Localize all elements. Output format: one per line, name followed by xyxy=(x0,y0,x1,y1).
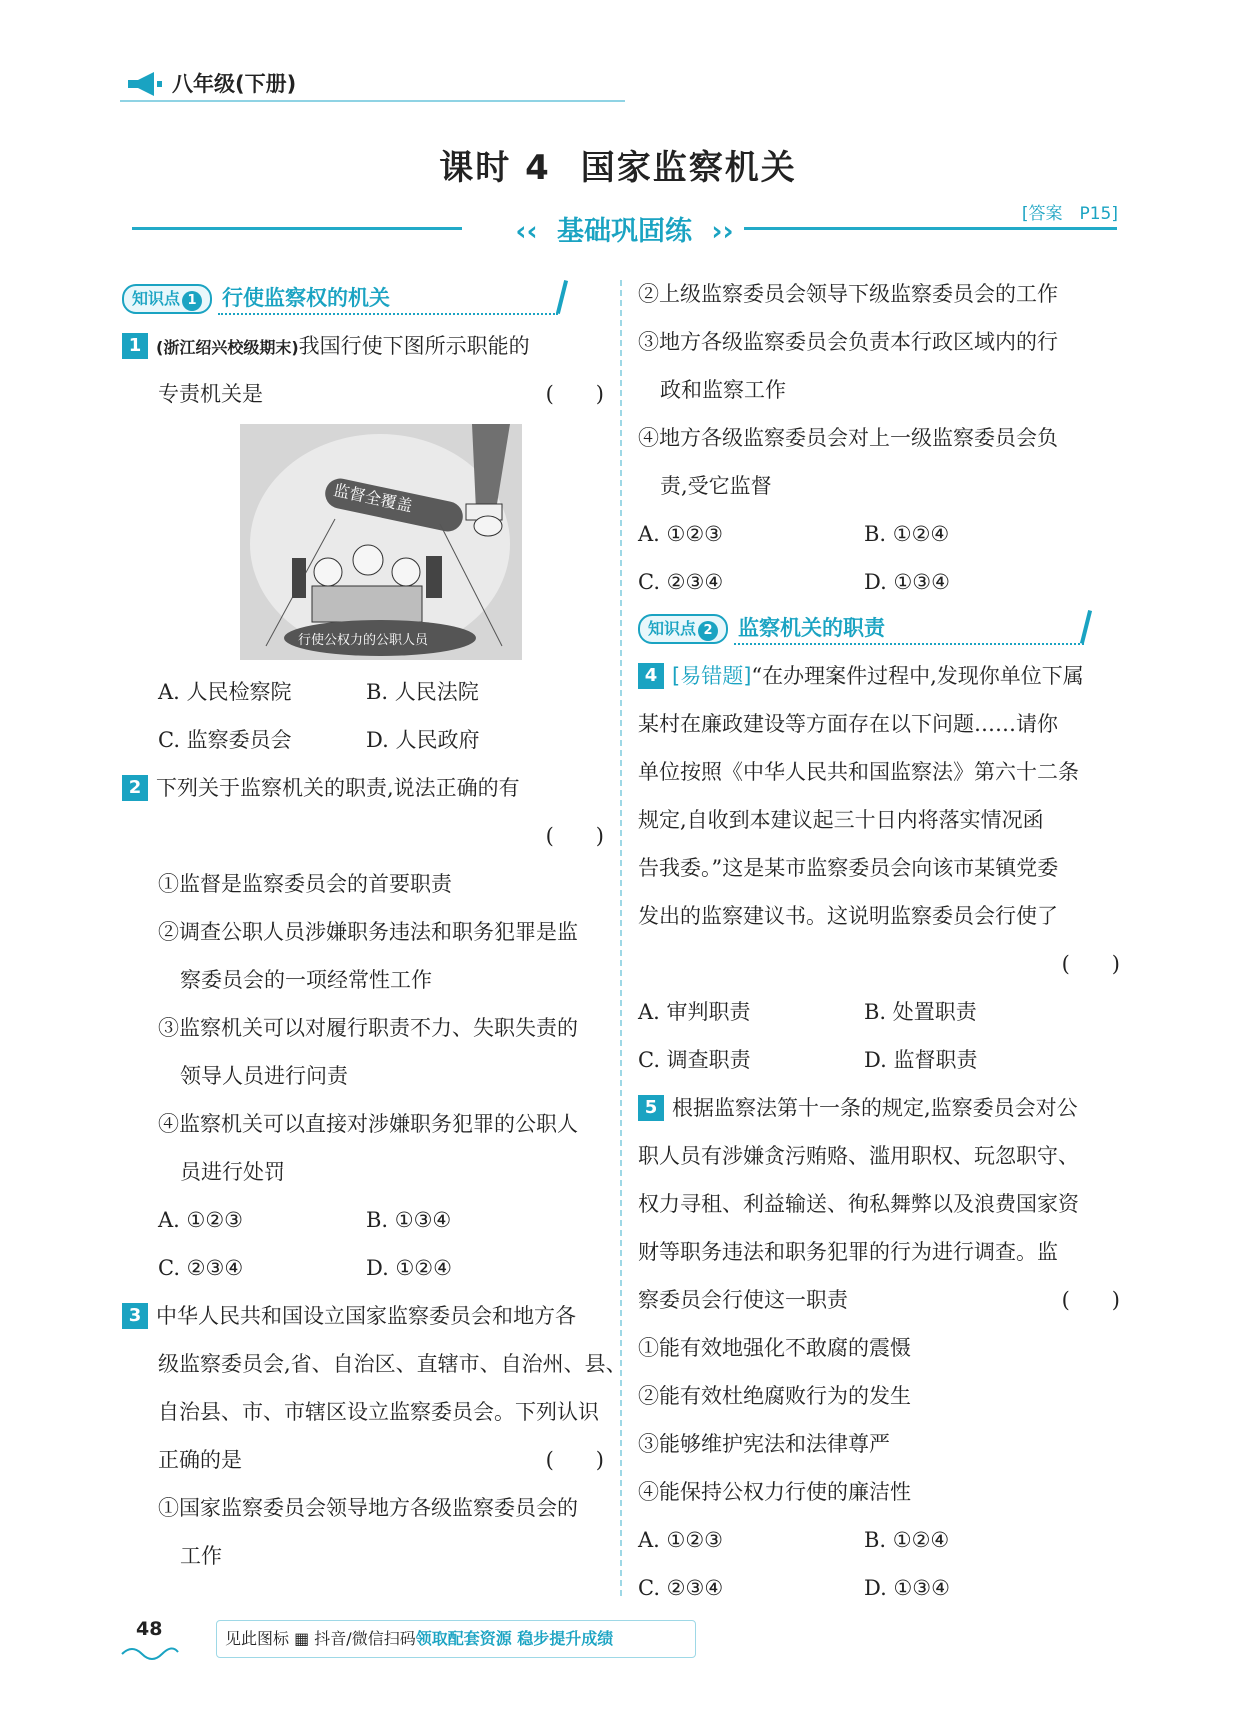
options-row xyxy=(122,716,604,764)
option-c[interactable]: C. 调查职责 xyxy=(638,1048,751,1072)
question-number: 1 xyxy=(122,333,148,359)
right-column: ②上级监察委员会领导下级监察委员会的工作 ③地方各级监察委员会负责本行政区域内的行 政和监察工作 ④地方各级监察委员会对上一级监察委员会负 责,受它监督 A. ①②③ B. ①②④ C. ②③④ D. ①③④ 知识点 2 监察机关的职责 4 [易错题]“在办理案件过程中,发现你单位下属 某村在廉政建设等方面存在以下问题……请你 单位按照《中华人民共和国监察法》第六十二条 规定,自收到本建议起三十日内将落实情况函 告我委。”这是某市监察委员会向该市某镇党委 发出的监察建议书。这说明监察委员会行使了 ( ) A. 审判职责 B. 处置职责 C. 调查职责 D. 监督职责 5 根据监察法第十一条的规定,监察委员会对公 职人员有涉嫌贪污贿赂、滥用职权、玩忽职守、 权力寻租、利益输送、徇私舞弊以及浪费国家资 财等职务违法和职务犯罪的行为进行调查。监 察委员会行使这一职责 ( ) ①能有效地强化不敢腐的震慑 ②能有效杜绝腐败行为的发生 ③能够维护宪法和法律尊严 ④能保持公权力行使的廉洁性 A. ①②③ B. ①②④ C. ②③④ D. ①③④ xyxy=(638,270,1120,1612)
knowledge-point-title: 监察机关的职责 xyxy=(738,616,885,640)
statement-item-cont: 察委员会的一项经常性工作 xyxy=(180,968,432,992)
option-a[interactable]: A. ①②③ xyxy=(638,522,723,546)
statement-item: ②能有效杜绝腐败行为的发生 xyxy=(638,1384,911,1408)
option-d[interactable]: D. ①②④ xyxy=(366,1256,452,1280)
qr-scan-icon: ▦ xyxy=(294,1629,315,1648)
option-c[interactable]: C. 监察委员会 xyxy=(158,728,292,752)
statement-item: ③监察机关可以对履行职责不力、失职失责的 xyxy=(158,1016,578,1040)
option-c[interactable]: C. ②③④ xyxy=(638,570,724,594)
statement-item-cont: 工作 xyxy=(180,1544,222,1568)
option-a[interactable]: A. 人民检察院 xyxy=(158,680,292,704)
question-2: 2 下列关于监察机关的职责,说法正确的有 xyxy=(122,764,604,812)
option-d[interactable]: D. ①③④ xyxy=(864,1576,950,1600)
supervision-illustration xyxy=(240,424,522,660)
statement-item: ①国家监察委员会领导地方各级监察委员会的 xyxy=(158,1496,578,1520)
section-title: 基础巩固练 xyxy=(547,216,702,247)
statement-item-cont: 责,受它监督 xyxy=(660,474,772,498)
answer-blank[interactable]: ( ) xyxy=(545,824,604,848)
answer-blank[interactable]: ( ) xyxy=(545,1448,604,1472)
cartoon-image xyxy=(240,424,522,660)
page-footer xyxy=(120,1620,680,1670)
answer-blank[interactable]: ( ) xyxy=(1061,952,1120,976)
options-row xyxy=(638,1036,1120,1084)
question-3: 3 中华人民共和国设立国家监察委员会和地方各 xyxy=(122,1292,604,1340)
answer-blank[interactable]: ( ) xyxy=(1061,1288,1120,1312)
question-number: 2 xyxy=(122,775,148,801)
error-prone-tag: [易错题] xyxy=(672,664,752,688)
column-divider xyxy=(620,280,622,1596)
statement-item-cont: 政和监察工作 xyxy=(660,378,786,402)
answer-blank[interactable]: ( ) xyxy=(545,382,604,406)
statement-item: ①监督是监察委员会的首要职责 xyxy=(158,872,452,896)
options-row xyxy=(638,1564,1120,1612)
knowledge-point-badge: 知识点 2 xyxy=(638,614,728,644)
option-b[interactable]: B. ①②④ xyxy=(864,522,950,546)
statement-item: ③能够维护宪法和法律尊严 xyxy=(638,1432,890,1456)
statement-item-cont: 领导人员进行问责 xyxy=(180,1064,348,1088)
statement-item-cont: 员进行处罚 xyxy=(180,1160,285,1184)
knowledge-point-2 xyxy=(638,608,1120,652)
option-c[interactable]: C. ②③④ xyxy=(638,1576,724,1600)
running-header xyxy=(120,66,625,102)
statement-item: ②调查公职人员涉嫌职务违法和职务犯罪是监 xyxy=(158,920,578,944)
wave-ornament-icon xyxy=(120,1644,180,1664)
statement-item: ④地方各级监察委员会对上一级监察委员会负 xyxy=(638,426,1058,450)
question-5: 5 根据监察法第十一条的规定,监察委员会对公 xyxy=(638,1084,1120,1132)
grade-label: 八年级(下册) xyxy=(172,72,297,96)
section-band: ‹‹ 基础巩固练 ›› xyxy=(132,213,1117,243)
option-b[interactable]: B. ①③④ xyxy=(366,1208,452,1232)
options-row xyxy=(638,558,1120,606)
pen-icon xyxy=(556,280,568,314)
header-rule xyxy=(120,100,625,102)
options-row xyxy=(122,1196,604,1244)
lesson-name: 国家监察机关 xyxy=(580,148,797,188)
knowledge-point-badge: 知识点 1 xyxy=(122,284,212,314)
option-d[interactable]: D. 监督职责 xyxy=(864,1048,978,1072)
answer-reference: [答案 P15] xyxy=(1021,204,1118,224)
base-label: 行使公权力的公职人员 xyxy=(298,633,429,648)
question-number: 5 xyxy=(638,1095,664,1121)
options-row xyxy=(638,510,1120,558)
knowledge-point-title: 行使监察权的机关 xyxy=(222,286,390,310)
option-a[interactable]: A. 审判职责 xyxy=(638,1000,751,1024)
statement-item: ③地方各级监察委员会负责本行政区域内的行 xyxy=(638,330,1058,354)
question-1: 1 (浙江绍兴校级期末)我国行使下图所示职能的 xyxy=(122,322,604,370)
option-d[interactable]: D. 人民政府 xyxy=(366,728,480,752)
left-column: 知识点 1 行使监察权的机关 1 (浙江绍兴校级期末)我国行使下图所示职能的 专责机关是 ( ) 监督全覆盖 行使公权力的公职人员 A. 人民检察院 B. 人民法院 C. 监察委员会 D. 人民政府 2 下列关于监察机关的职责,说法正确的有 ( ) ①监督是监察委员会的首要职责 ②调查公职人员涉嫌职务违法和职务犯罪是监 察委员会的一项经常性工作 ③监察机关可以对履行职责不力、失职失责的 领导人员进行问责 ④监察机关可以直接对涉嫌职务犯罪的公职人 员进行处罚 A. ①②③ B. ①③④ C. ②③④ D. ①②④ 3 中华人民共和国设立国家监察委员会和地方各 级监察委员会,省、自治区、直辖市、自治州、县、 自治县、市、市辖区设立监察委员会。下列认识 正确的是 ( ) ①国家监察委员会领导地方各级监察委员会的 工作 xyxy=(122,278,604,1580)
option-b[interactable]: B. ①②④ xyxy=(864,1528,950,1552)
options-row xyxy=(122,1244,604,1292)
question-source: (浙江绍兴校级期末) xyxy=(156,338,299,357)
footer-banner: 见此图标 ▦ 抖音/微信扫码领取配套资源 稳步提升成绩 xyxy=(216,1620,696,1658)
question-4: 4 [易错题]“在办理案件过程中,发现你单位下属 xyxy=(638,652,1120,700)
options-row xyxy=(122,668,604,716)
page-number: 48 xyxy=(136,1618,163,1640)
option-b[interactable]: B. 人民法院 xyxy=(366,680,479,704)
megaphone-icon xyxy=(124,70,164,98)
option-a[interactable]: A. ①②③ xyxy=(638,1528,723,1552)
option-d[interactable]: D. ①③④ xyxy=(864,570,950,594)
option-b[interactable]: B. 处置职责 xyxy=(864,1000,977,1024)
lesson-number: 课时 4 xyxy=(439,148,551,188)
option-c[interactable]: C. ②③④ xyxy=(158,1256,244,1280)
options-row xyxy=(638,1516,1120,1564)
option-a[interactable]: A. ①②③ xyxy=(158,1208,243,1232)
lesson-title xyxy=(0,140,1236,189)
statement-item: ④能保持公权力行使的廉洁性 xyxy=(638,1480,911,1504)
question-number: 3 xyxy=(122,1303,148,1329)
lamp-label: 监督全覆盖 xyxy=(331,480,415,516)
knowledge-point-1 xyxy=(122,278,604,322)
pen-icon xyxy=(1080,610,1092,644)
question-number: 4 xyxy=(638,663,664,689)
statement-item: ②上级监察委员会领导下级监察委员会的工作 xyxy=(638,282,1058,306)
options-row xyxy=(638,988,1120,1036)
statement-item: ①能有效地强化不敢腐的震慑 xyxy=(638,1336,911,1360)
statement-item: ④监察机关可以直接对涉嫌职务犯罪的公职人 xyxy=(158,1112,578,1136)
